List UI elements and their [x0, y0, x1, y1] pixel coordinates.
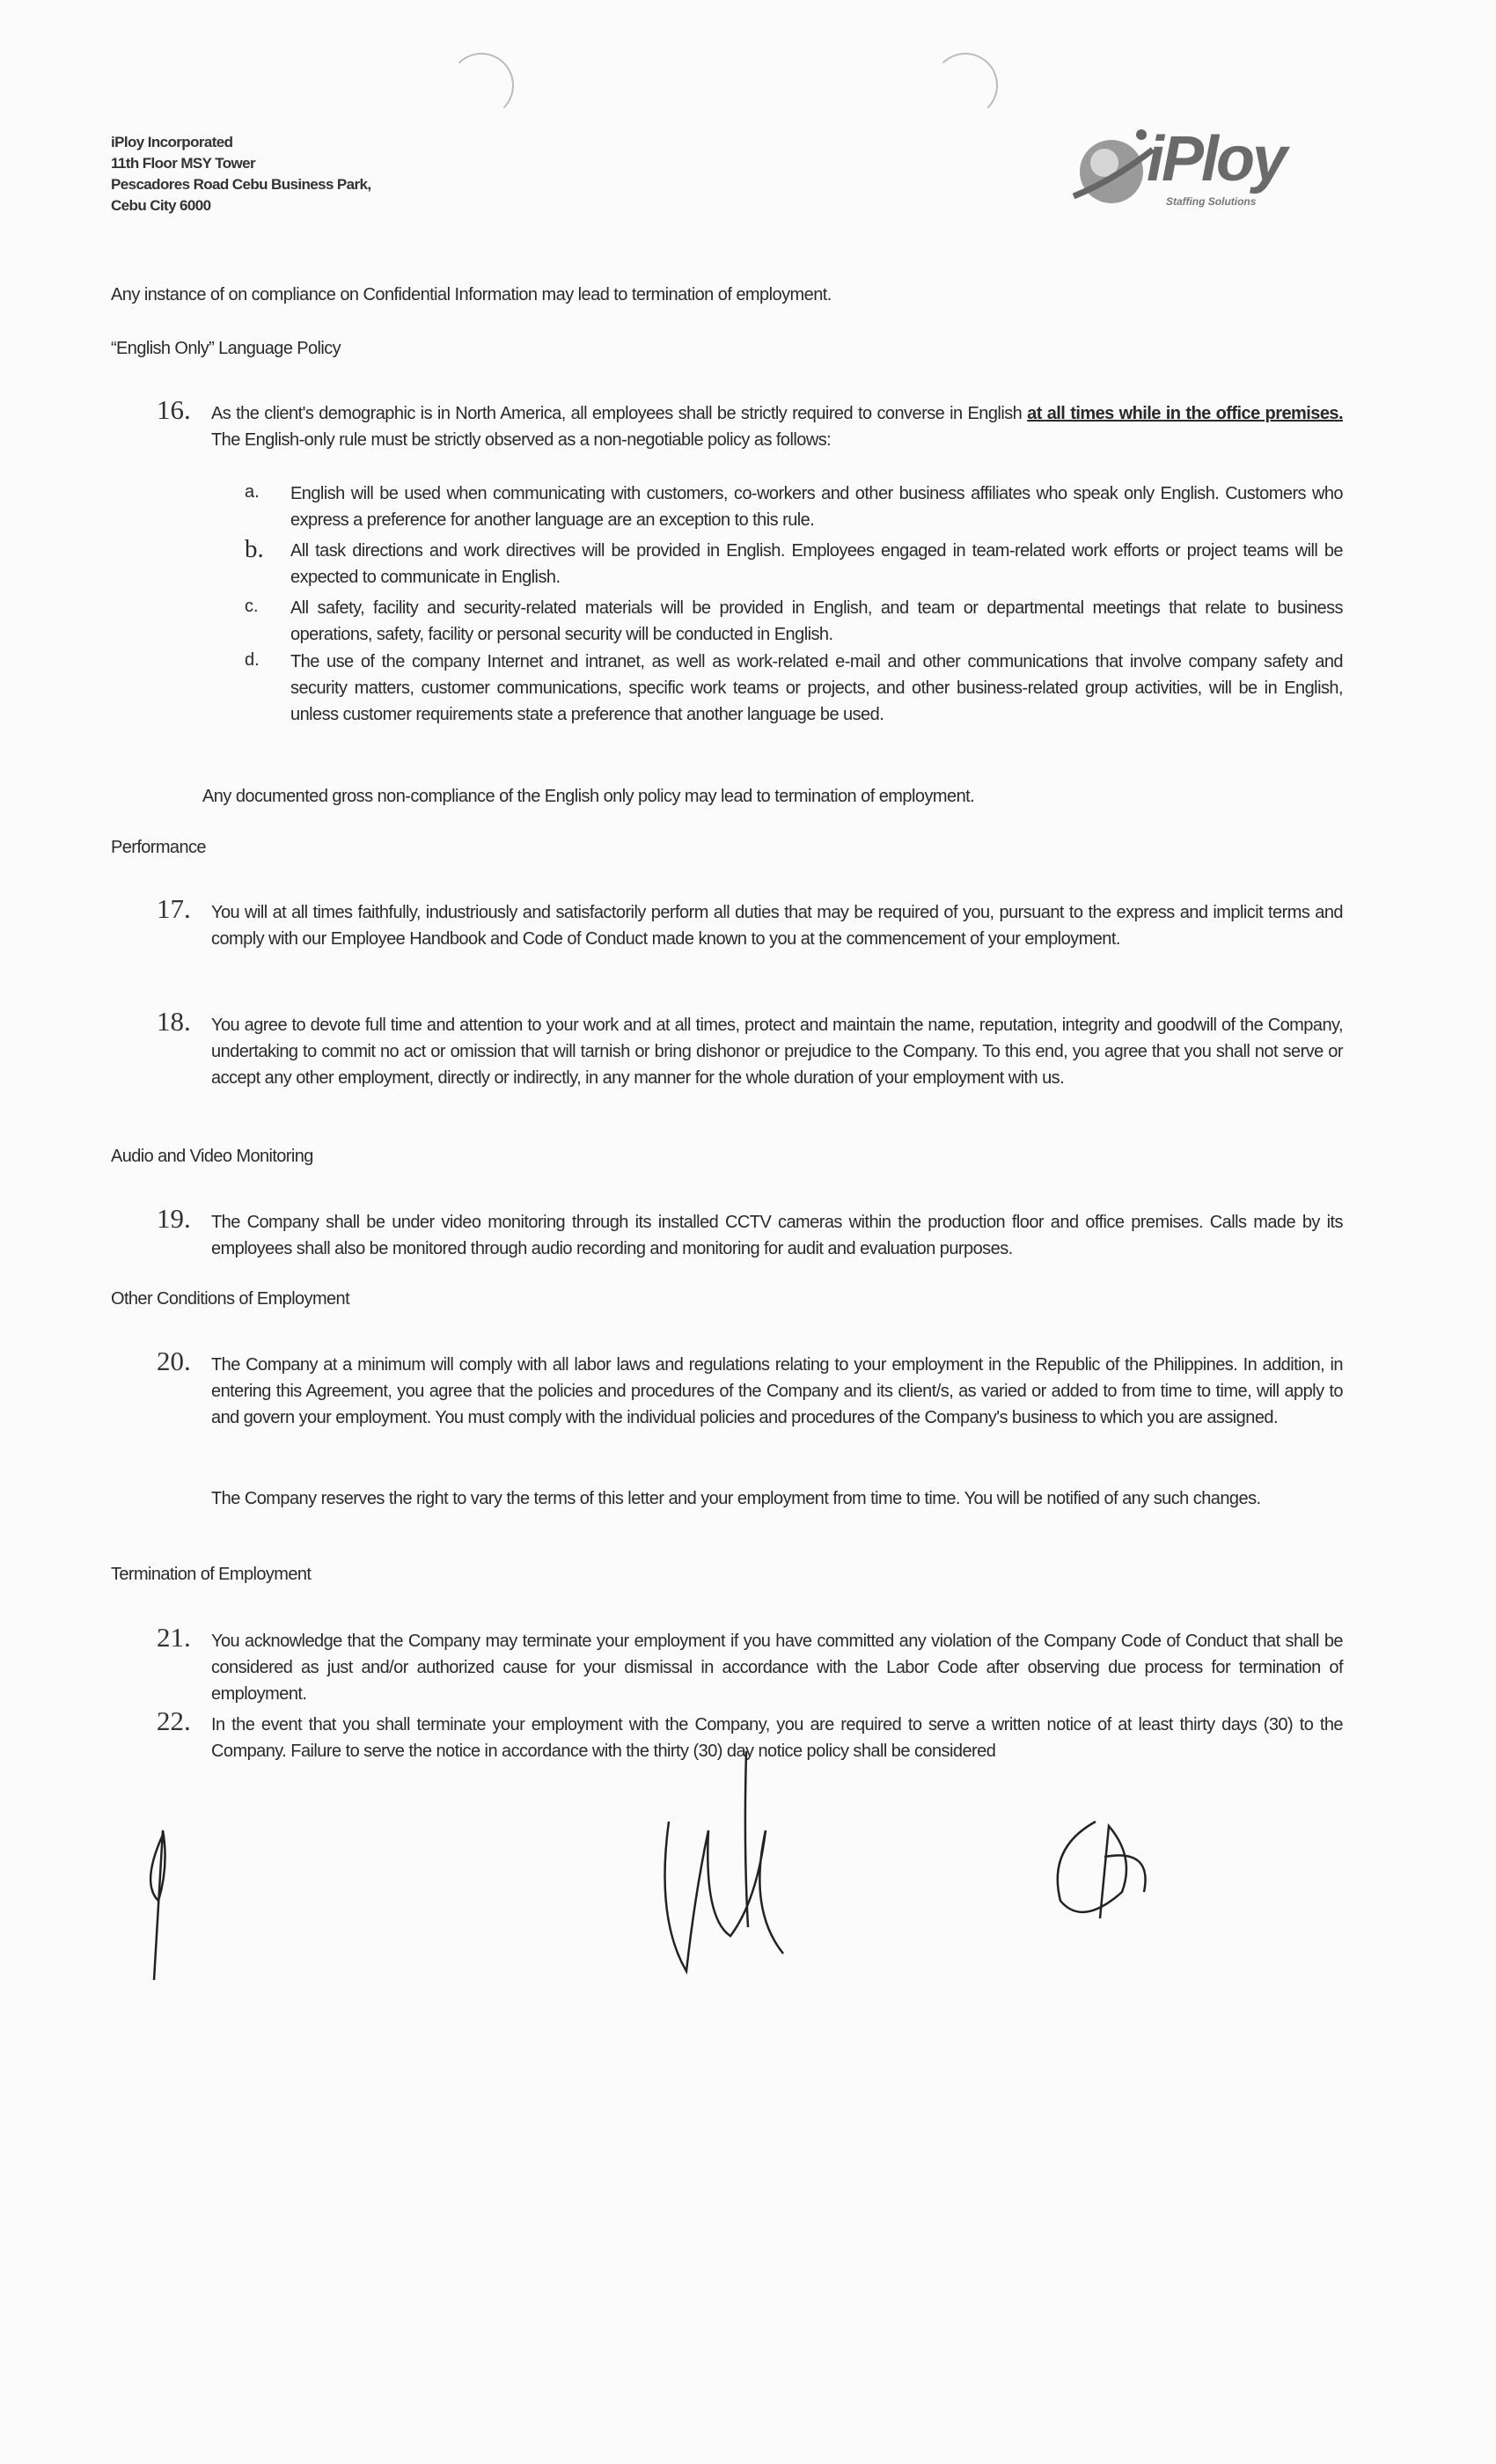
signature-initial — [1058, 1822, 1146, 1918]
logo-wordmark: iPloy — [1147, 124, 1286, 194]
clause-number: 21. — [157, 1622, 191, 1653]
list-item: All safety, facility and security-related materials will be provided in English, and team or departmental meetings that relate to business operations, safety, facility or personal security will be conducted in English. — [290, 598, 1343, 644]
clause-20-note: The Company reserves the right to vary the terms of this letter and your employment from time to time. You will be notified of any such changes. — [211, 1489, 1261, 1508]
clause-number: 17. — [157, 893, 191, 924]
address-line: Pescadores Road Cebu Business Park, — [111, 176, 371, 193]
signatures — [0, 1672, 1496, 2024]
clause-22: In the event that you shall terminate your employment with the Company, you are required to serve a written notice of at least thirty days (30) to the Company. Failure to serve the notice in accordance with the thirty (30) day notice policy shall be considered — [211, 1715, 1343, 1761]
section-heading: Performance — [111, 838, 206, 857]
clause-19: The Company shall be under video monitoring through its installed CCTV cameras within the production floor and office premises. Calls made by its employees shall also be monitored through audio recording and monitoring for audit and evaluation purposes. — [211, 1213, 1343, 1258]
list-item: The use of the company Internet and intranet, as well as work-related e-mail and other communications that involve company safety and security matters, customer communications, specific work teams or projects, and other business-related group activities, will be in English, unless customer requirements state a preference that another language be used. — [290, 652, 1343, 724]
signature-initial — [150, 1830, 165, 1980]
clause-text: The English-only rule must be strictly observed as a non-negotiable policy as follows: — [211, 430, 832, 450]
item-label: c. — [245, 597, 259, 616]
address-line: Cebu City 6000 — [111, 197, 211, 214]
item-label: d. — [245, 650, 260, 670]
logo-tagline: Staffing Solutions — [1166, 195, 1257, 208]
clause-number: 19. — [157, 1203, 191, 1234]
clause-21: You acknowledge that the Company may terminate your employment if you have committed any violation of the Company Code of Conduct that shall be considered as just and/or authorized cause for your dismissal in accordance with the Labor Code after observing due process for termination of employment. — [211, 1632, 1343, 1704]
punch-hole-mark — [449, 53, 514, 118]
clause-16 — [211, 400, 1343, 453]
clause-20: The Company at a minimum will comply with all labor laws and regulations relating to your employment in the Republic of the Philippines. In addition, in entering this Agreement, you agree that the policies and procedures of the Company and its client/s, as varied or added to from time to time, will apply to and govern your employment. You must comply with the individual policies and procedures of the Company's business to which you are assigned. — [211, 1355, 1343, 1427]
globe-icon — [1069, 128, 1157, 216]
section-heading: “English Only” Language Policy — [111, 339, 341, 358]
company-logo — [1069, 123, 1316, 220]
clause-number: 20. — [157, 1346, 191, 1376]
section-heading: Audio and Video Monitoring — [111, 1147, 313, 1166]
clause-number: 22. — [157, 1705, 191, 1736]
section-heading: Other Conditions of Employment — [111, 1289, 350, 1309]
address-line: 11th Floor MSY Tower — [111, 155, 256, 172]
signature-initial — [665, 1822, 784, 1971]
underlined-text: at all times while in the office premises. — [1027, 404, 1343, 423]
english-policy-closing: Any documented gross non-compliance of the English only policy may lead to termination of employment. — [202, 787, 975, 806]
signature-stroke — [745, 1751, 748, 1927]
list-item: English will be used when communicating with customers, co-workers and other business affiliates who speak only English. Customers who express a preference for another language are an exception to this rule. — [290, 484, 1343, 530]
address-line: iPloy Incorporated — [111, 134, 233, 150]
confidential-note: Any instance of on compliance on Confidential Information may lead to termination of employment. — [111, 285, 832, 304]
company-address — [111, 132, 371, 216]
punch-hole-mark — [933, 53, 998, 118]
clause-number: 18. — [157, 1006, 191, 1037]
clause-number: 16. — [157, 394, 191, 425]
clause-17: You will at all times faithfully, industriously and satisfactorily perform all duties that may be required of you, pursuant to the express and implicit terms and comply with our Employee Handbook and Code of Conduct made known to you at the commencement of your employment. — [211, 903, 1343, 949]
item-label: b. — [245, 535, 264, 563]
clause-18: You agree to devote full time and attention to your work and at all times, protect and maintain the name, reputation, integrity and goodwill of the Company, undertaking to commit no act or omission that will tarnish or bring dishonor or prejudice to the Company. To this end, you agree that you shall not serve or accept any other employment, directly or indirectly, in any manner for the whole duration of your employment with us. — [211, 1016, 1343, 1088]
list-item: All task directions and work directives will be provided in English. Employees engaged in team-related work efforts or project teams will be expected to communicate in English. — [290, 541, 1343, 587]
section-heading: Termination of Employment — [111, 1565, 312, 1584]
clause-text: As the client's demographic is in North America, all employees shall be strictly required to converse in English — [211, 404, 1028, 423]
item-label: a. — [245, 482, 260, 502]
